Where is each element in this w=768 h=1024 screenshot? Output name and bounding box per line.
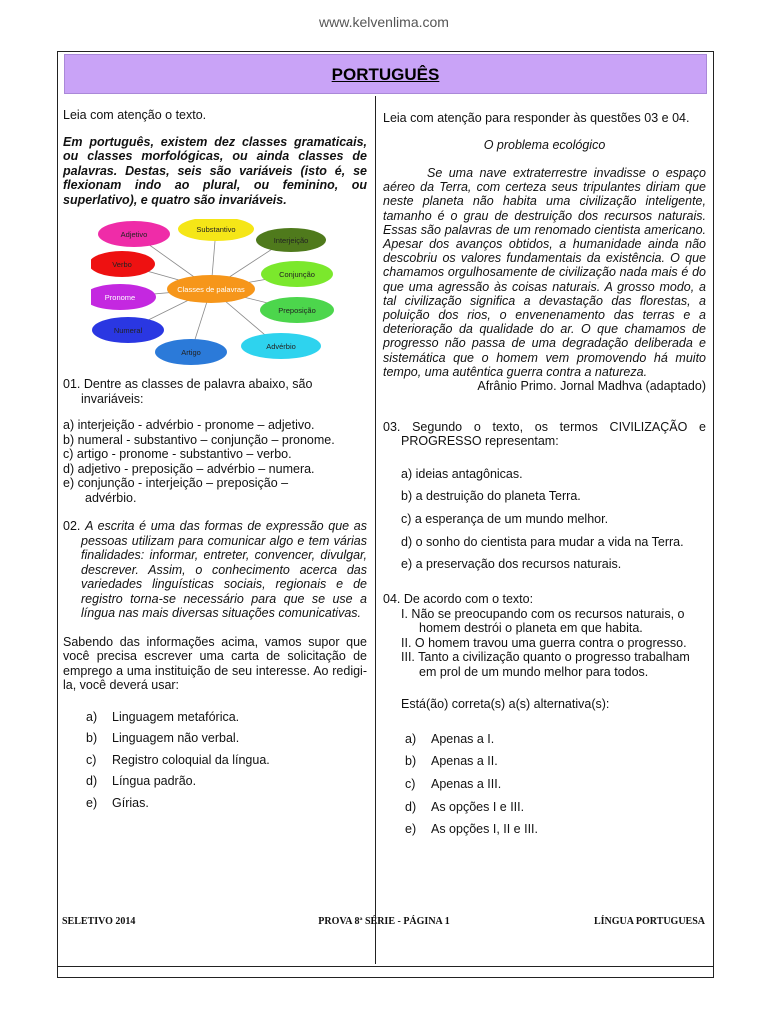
q02-options [63, 707, 367, 815]
q01-option-e[interactable]: e) conjunção - interjeição – preposição – [63, 476, 289, 490]
q03-stem: 03. Segundo o texto, os termos CIVILIZAÇÃO e PROGRESSO representam: [383, 419, 706, 449]
q01-stem-line1: 01. Dentre as classes de palavra abaixo, são [63, 377, 313, 391]
q02-option-e[interactable]: e) Gírias. [86, 795, 149, 810]
q01-option-b[interactable]: b) numeral - substantivo – conjunção – pronome. [63, 432, 335, 447]
q04-statement-3: III. Tanto a civilização quanto o progresso trabalham em prol de um mundo melhor para todos. [401, 650, 690, 679]
label-substantivo: Substantivo [196, 225, 236, 234]
left-intro: Leia com atenção o texto. [63, 108, 207, 122]
right-column [383, 111, 706, 841]
label-center: Classes de palavras [177, 285, 245, 294]
text-title: O problema ecológico [483, 137, 606, 152]
page-title: PORTUGUÊS [331, 65, 440, 84]
q04-option-b[interactable]: b) Apenas a II. [405, 754, 498, 769]
q02-option-d[interactable]: d) Língua padrão. [86, 774, 197, 788]
label-verbo: Verbo [112, 260, 132, 269]
q04-option-a[interactable]: a) Apenas a I. [405, 731, 495, 746]
q04-statements [383, 607, 706, 680]
q02-number: 02. [63, 519, 81, 533]
q02-option-a[interactable]: a) Linguagem metafórica. [86, 709, 240, 724]
footer-center: PROVA 8ª SÉRIE - PÁGINA 1 [318, 916, 450, 927]
question-03 [383, 420, 706, 577]
label-pronome: Pronome [104, 293, 136, 302]
header-band [64, 54, 707, 94]
q04-statement-1: I. Não se preocupando com os recursos naturais, o homem destrói o planeta em que habita. [401, 606, 685, 636]
label-artigo: Artigo [181, 348, 201, 357]
q04-option-e[interactable]: e) As opções I, II e III. [405, 822, 538, 837]
right-intro: Leia com atenção para responder às questões 03 e 04. [383, 111, 690, 125]
label-preposicao: Preposição [278, 306, 316, 315]
left-column [63, 108, 367, 814]
q02-option-b[interactable]: b) Linguagem não verbal. [86, 731, 240, 745]
q01-stem-line2: invariáveis: [81, 391, 144, 406]
q01-option-d[interactable]: d) adjetivo - preposição – advérbio – numera. [63, 461, 315, 476]
q03-option-c[interactable]: c) a esperança de um mundo melhor. [401, 511, 609, 526]
classes-diagram-svg [91, 219, 361, 371]
column-divider [375, 96, 376, 964]
label-adjetivo: Adjetivo [120, 230, 148, 239]
q03-option-e[interactable]: e) a preservação dos recursos naturais. [401, 557, 622, 572]
q01-option-e-cont[interactable]: advérbio. [85, 490, 137, 505]
passage-source: Afrânio Primo. Jornal Madhva (adaptado) [477, 379, 706, 394]
q02-prompt: Sabendo das informações acima, vamos supor que você precisa escrever uma carta de solicitação de emprego a uma instituição de seu interesse. Ao redigi-la, você deverá usar: [63, 634, 367, 692]
q03-option-a[interactable]: a) ideias antagônicas. [401, 466, 523, 481]
q04-prompt: Está(ão) correta(s) a(s) alternativa(s): [401, 697, 610, 712]
site-url[interactable]: www.kelvenlima.com [319, 14, 449, 30]
classes-text: Em português, existem dez classes gramaticais, ou classes morfológicas, ou ainda classes de palavras. Destas, seis são variáveis (isto é, se flexionam indo ao plural, ou feminino, ou superlativo), e quatro são invariáveis. [63, 134, 367, 207]
label-numeral: Numeral [113, 326, 143, 335]
label-conjuncao: Conjunção [279, 270, 315, 279]
q01-options [63, 418, 367, 505]
q04-option-d[interactable]: d) As opções I e III. [405, 799, 525, 814]
classes-diagram [91, 219, 361, 371]
q04-statement-2: II. O homem travou uma guerra contra o progresso. [401, 635, 687, 650]
q02-text: A escrita é uma das formas de expressão que as pessoas utilizam para comunicar algo e tem várias finalidades: informar, entreter, convencer, divulgar, descrever. Assim, o conhecimento acerca das variedades linguísticas sociais, regionais e de registro torna-se necessário para que se use a língua nas mais diversas situações comunicativas. [81, 519, 367, 620]
q03-option-b[interactable]: b) a destruição do planeta Terra. [401, 489, 581, 504]
question-01 [63, 377, 367, 505]
q03-option-d[interactable]: d) o sonho do cientista para mudar a vida na Terra. [401, 534, 684, 549]
footer-right: LÍNGUA PORTUGUESA [593, 916, 705, 927]
q02-option-c[interactable]: c) Registro coloquial da língua. [86, 752, 270, 767]
q01-option-c[interactable]: c) artigo - pronome - substantivo – verbo. [63, 447, 292, 461]
question-04 [383, 592, 706, 841]
label-interjeicao: Interjeição [273, 236, 309, 245]
q04-stem: 04. De acordo com o texto: [383, 592, 534, 607]
q04-options [383, 728, 706, 842]
footer-left: SELETIVO 2014 [62, 916, 136, 927]
question-02 [63, 519, 367, 814]
q04-option-c[interactable]: c) Apenas a III. [405, 776, 502, 791]
passage: Se uma nave extraterrestre invadisse o espaço aéreo da Terra, com certeza seus tripulantes diriam que neste planeta não habita uma civilização inteligente, tamanho é o grau de destruição dos recursos naturais. Essas são palavras de um renomado cientista americano. Apesar dos avanços obtidos, a humanidade ainda não descobriu os valores fundamentais da existência. O que chamamos orgulhosamente de civilização nada mais é do que uma agressão às coisas naturais. A grosso modo, a tal civilização significa a devastação das florestas, a poluição dos rios, o envenenamento das terras e a deterioração da qualidade do ar. O que chamamos de progresso não passa de uma degradação deliberada e sistemática que o homem vem promovendo há muito tempo, uma autêntica guerra contra a natureza. [383, 166, 706, 379]
footer-divider [58, 966, 713, 967]
label-adverbio: Advérbio [266, 342, 296, 351]
q03-options [383, 463, 706, 577]
q01-option-a[interactable]: a) interjeição - advérbio - pronome – adjetivo. [63, 418, 315, 432]
